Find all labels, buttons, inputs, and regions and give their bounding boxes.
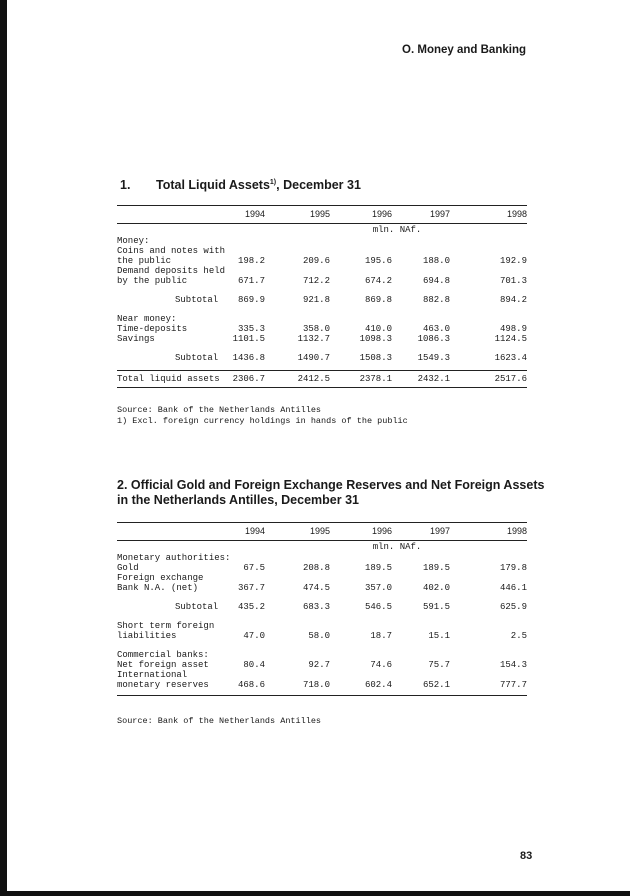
cell-value: 921.8 <box>302 295 330 305</box>
cell-value: 446.1 <box>499 583 527 593</box>
cell-value: 2.5 <box>510 631 527 641</box>
cell-value: 869.8 <box>364 295 392 305</box>
cell-value <box>330 266 392 276</box>
cell-value: 2412.5 <box>297 374 330 384</box>
cell-value: 463.0 <box>422 324 450 334</box>
cell-value: 894.2 <box>499 295 527 305</box>
cell-value: 18.7 <box>370 631 392 641</box>
cell-value: 718.0 <box>302 680 330 690</box>
cell-value <box>330 314 392 324</box>
cell-value <box>222 650 265 660</box>
table-row <box>117 374 527 384</box>
cell-value: 195.6 <box>364 256 392 266</box>
cell-value: 712.2 <box>302 276 330 286</box>
cell-value: 498.9 <box>499 324 527 334</box>
row-label: Net foreign asset <box>117 660 209 670</box>
table-row <box>117 621 527 631</box>
table-row <box>117 236 527 246</box>
cell-value: 58.0 <box>308 631 330 641</box>
cell-value: 74.6 <box>370 660 392 670</box>
table-row <box>117 295 527 305</box>
unit-label: mln. NAf. <box>372 225 422 235</box>
table2 <box>117 522 527 696</box>
cell-value <box>392 621 450 631</box>
cell-value: 602.4 <box>364 680 392 690</box>
cell-value <box>265 266 330 276</box>
table2-title-line1: 2. Official Gold and Foreign Exchange Reserves and Net Foreign Assets <box>117 478 545 492</box>
column-header-year: 1997 <box>429 209 450 219</box>
cell-value <box>450 314 527 324</box>
table-row <box>117 246 527 256</box>
table-row <box>117 670 527 680</box>
cell-value: 2432.1 <box>417 374 450 384</box>
table-row <box>117 256 527 266</box>
column-header-year: 1995 <box>309 526 330 536</box>
cell-value <box>450 621 527 631</box>
cell-value <box>222 670 265 680</box>
table-header-row <box>117 523 527 540</box>
table2-title-line2: in the Netherlands Antilles, December 31 <box>117 493 359 507</box>
table1-footnote-mark: 1) <box>269 179 277 186</box>
cell-value: 468.6 <box>237 680 265 690</box>
cell-value <box>450 246 527 256</box>
row-label: Time-deposits <box>117 324 188 334</box>
cell-value: 2517.6 <box>494 374 527 384</box>
table2-source: Source: Bank of the Netherlands Antilles <box>117 716 322 726</box>
table-row <box>117 266 527 276</box>
cell-value: 474.5 <box>302 583 330 593</box>
cell-value: 1508.3 <box>359 353 392 363</box>
column-header-year: 1998 <box>506 209 527 219</box>
row-label: by the public <box>117 276 188 286</box>
cell-value: 435.2 <box>237 602 265 612</box>
header-spacer <box>117 206 222 223</box>
table-row <box>117 602 527 612</box>
cell-value: 591.5 <box>422 602 450 612</box>
cell-value: 189.5 <box>364 563 392 573</box>
bottom-rule <box>117 695 527 696</box>
cell-value: 1436.8 <box>232 353 265 363</box>
cell-value <box>392 573 450 583</box>
table-row <box>117 583 527 593</box>
cell-value <box>265 650 330 660</box>
column-header-year: 1994 <box>244 209 265 219</box>
row-label: Commercial banks: <box>117 650 209 660</box>
cell-value: 1132.7 <box>297 334 330 344</box>
table1-source: Source: Bank of the Netherlands Antilles <box>117 405 322 415</box>
scan-edge-bottom <box>0 891 630 896</box>
cell-value: 1124.5 <box>494 334 527 344</box>
cell-value <box>222 573 265 583</box>
cell-value: 209.6 <box>302 256 330 266</box>
table-header-row <box>117 206 527 223</box>
cell-value: 1623.4 <box>494 353 527 363</box>
cell-value <box>392 246 450 256</box>
column-header-year: 1997 <box>429 526 450 536</box>
cell-value: 188.0 <box>422 256 450 266</box>
table-row <box>117 631 527 641</box>
cell-value: 625.9 <box>499 602 527 612</box>
row-label: Gold <box>117 563 139 573</box>
cell-value: 47.0 <box>243 631 265 641</box>
cell-value: 1549.3 <box>417 353 450 363</box>
bottom-rule <box>117 387 527 388</box>
cell-value: 80.4 <box>243 660 265 670</box>
cell-value <box>330 670 392 680</box>
cell-value <box>265 246 330 256</box>
cell-value <box>392 314 450 324</box>
cell-value <box>392 266 450 276</box>
cell-value: 777.7 <box>499 680 527 690</box>
cell-value: 358.0 <box>302 324 330 334</box>
row-label: Monetary authorities: <box>117 553 231 563</box>
cell-value <box>265 314 330 324</box>
cell-value: 192.9 <box>499 256 527 266</box>
scan-edge-left <box>0 0 7 896</box>
row-label: Foreign exchange <box>117 573 204 583</box>
cell-value: 683.3 <box>302 602 330 612</box>
row-label: Money: <box>117 236 150 246</box>
cell-value <box>330 650 392 660</box>
cell-value <box>222 553 265 563</box>
cell-value: 357.0 <box>364 583 392 593</box>
cell-value <box>265 236 330 246</box>
table-row <box>117 553 527 563</box>
cell-value: 882.8 <box>422 295 450 305</box>
cell-value: 674.2 <box>364 276 392 286</box>
table-row <box>117 660 527 670</box>
table-row <box>117 573 527 583</box>
cell-value: 1490.7 <box>297 353 330 363</box>
cell-value <box>222 266 265 276</box>
cell-value <box>330 573 392 583</box>
cell-value: 67.5 <box>243 563 265 573</box>
row-label: Bank N.A. (net) <box>117 583 199 593</box>
cell-value: 410.0 <box>364 324 392 334</box>
cell-value: 2306.7 <box>232 374 265 384</box>
table1-title-suffix: , December 31 <box>276 178 361 193</box>
column-header-year: 1995 <box>309 209 330 219</box>
cell-value <box>330 553 392 563</box>
row-label: Subtotal <box>175 295 219 305</box>
cell-value <box>450 553 527 563</box>
section-header: O. Money and Banking <box>402 44 526 56</box>
row-label: Subtotal <box>175 602 219 612</box>
cell-value: 15.1 <box>428 631 450 641</box>
row-label: Savings <box>117 334 155 344</box>
table-row <box>117 563 527 573</box>
table-row <box>117 314 527 324</box>
cell-value <box>265 670 330 680</box>
cell-value <box>450 573 527 583</box>
table-row <box>117 353 527 363</box>
cell-value <box>392 236 450 246</box>
table-row <box>117 650 527 660</box>
row-label: Short term foreign <box>117 621 215 631</box>
cell-value <box>222 621 265 631</box>
row-label: Demand deposits held <box>117 266 226 276</box>
column-header-year: 1996 <box>371 209 392 219</box>
table-row <box>117 276 527 286</box>
total-rule <box>117 370 527 371</box>
cell-value: 546.5 <box>364 602 392 612</box>
cell-value <box>450 670 527 680</box>
cell-value: 1086.3 <box>417 334 450 344</box>
table-row <box>117 334 527 344</box>
cell-value <box>392 553 450 563</box>
table1-number: 1. <box>120 178 131 193</box>
cell-value <box>450 266 527 276</box>
row-label: International <box>117 670 188 680</box>
cell-value <box>392 670 450 680</box>
cell-value <box>330 246 392 256</box>
table1-title <box>120 175 361 193</box>
cell-value <box>222 246 265 256</box>
cell-value: 92.7 <box>308 660 330 670</box>
cell-value <box>222 236 265 246</box>
column-header-year: 1996 <box>371 526 392 536</box>
page-number: 83 <box>520 850 533 862</box>
cell-value <box>265 573 330 583</box>
header-spacer <box>117 523 222 540</box>
cell-value: 701.3 <box>499 276 527 286</box>
row-label: Coins and notes with <box>117 246 226 256</box>
cell-value: 869.9 <box>237 295 265 305</box>
cell-value: 198.2 <box>237 256 265 266</box>
cell-value <box>330 236 392 246</box>
cell-value: 335.3 <box>237 324 265 334</box>
cell-value: 208.8 <box>302 563 330 573</box>
row-label: Subtotal <box>175 353 219 363</box>
cell-value: 189.5 <box>422 563 450 573</box>
table1-footnote: 1) Excl. foreign currency holdings in hands of the public <box>117 416 408 426</box>
row-label: liabilities <box>117 631 177 641</box>
table-row <box>117 680 527 690</box>
cell-value: 2378.1 <box>359 374 392 384</box>
cell-value <box>450 236 527 246</box>
cell-value <box>450 650 527 660</box>
cell-value: 179.8 <box>499 563 527 573</box>
cell-value <box>330 621 392 631</box>
cell-value: 694.8 <box>422 276 450 286</box>
cell-value <box>222 314 265 324</box>
cell-value: 154.3 <box>499 660 527 670</box>
cell-value: 1098.3 <box>359 334 392 344</box>
cell-value: 652.1 <box>422 680 450 690</box>
column-header-year: 1994 <box>244 526 265 536</box>
cell-value: 402.0 <box>422 583 450 593</box>
row-label: Near money: <box>117 314 177 324</box>
table2-title <box>117 478 544 508</box>
cell-value: 367.7 <box>237 583 265 593</box>
cell-value: 1101.5 <box>232 334 265 344</box>
unit-label: mln. NAf. <box>372 542 422 552</box>
table1-title-text: Total Liquid Assets <box>156 178 270 193</box>
table-row <box>117 324 527 334</box>
row-label: Total liquid assets <box>117 374 220 384</box>
cell-value <box>392 650 450 660</box>
cell-value: 671.7 <box>237 276 265 286</box>
cell-value: 75.7 <box>428 660 450 670</box>
table1 <box>117 205 527 388</box>
cell-value <box>265 553 330 563</box>
row-label: monetary reserves <box>117 680 209 690</box>
cell-value <box>265 621 330 631</box>
column-header-year: 1998 <box>506 526 527 536</box>
row-label: the public <box>117 256 172 266</box>
